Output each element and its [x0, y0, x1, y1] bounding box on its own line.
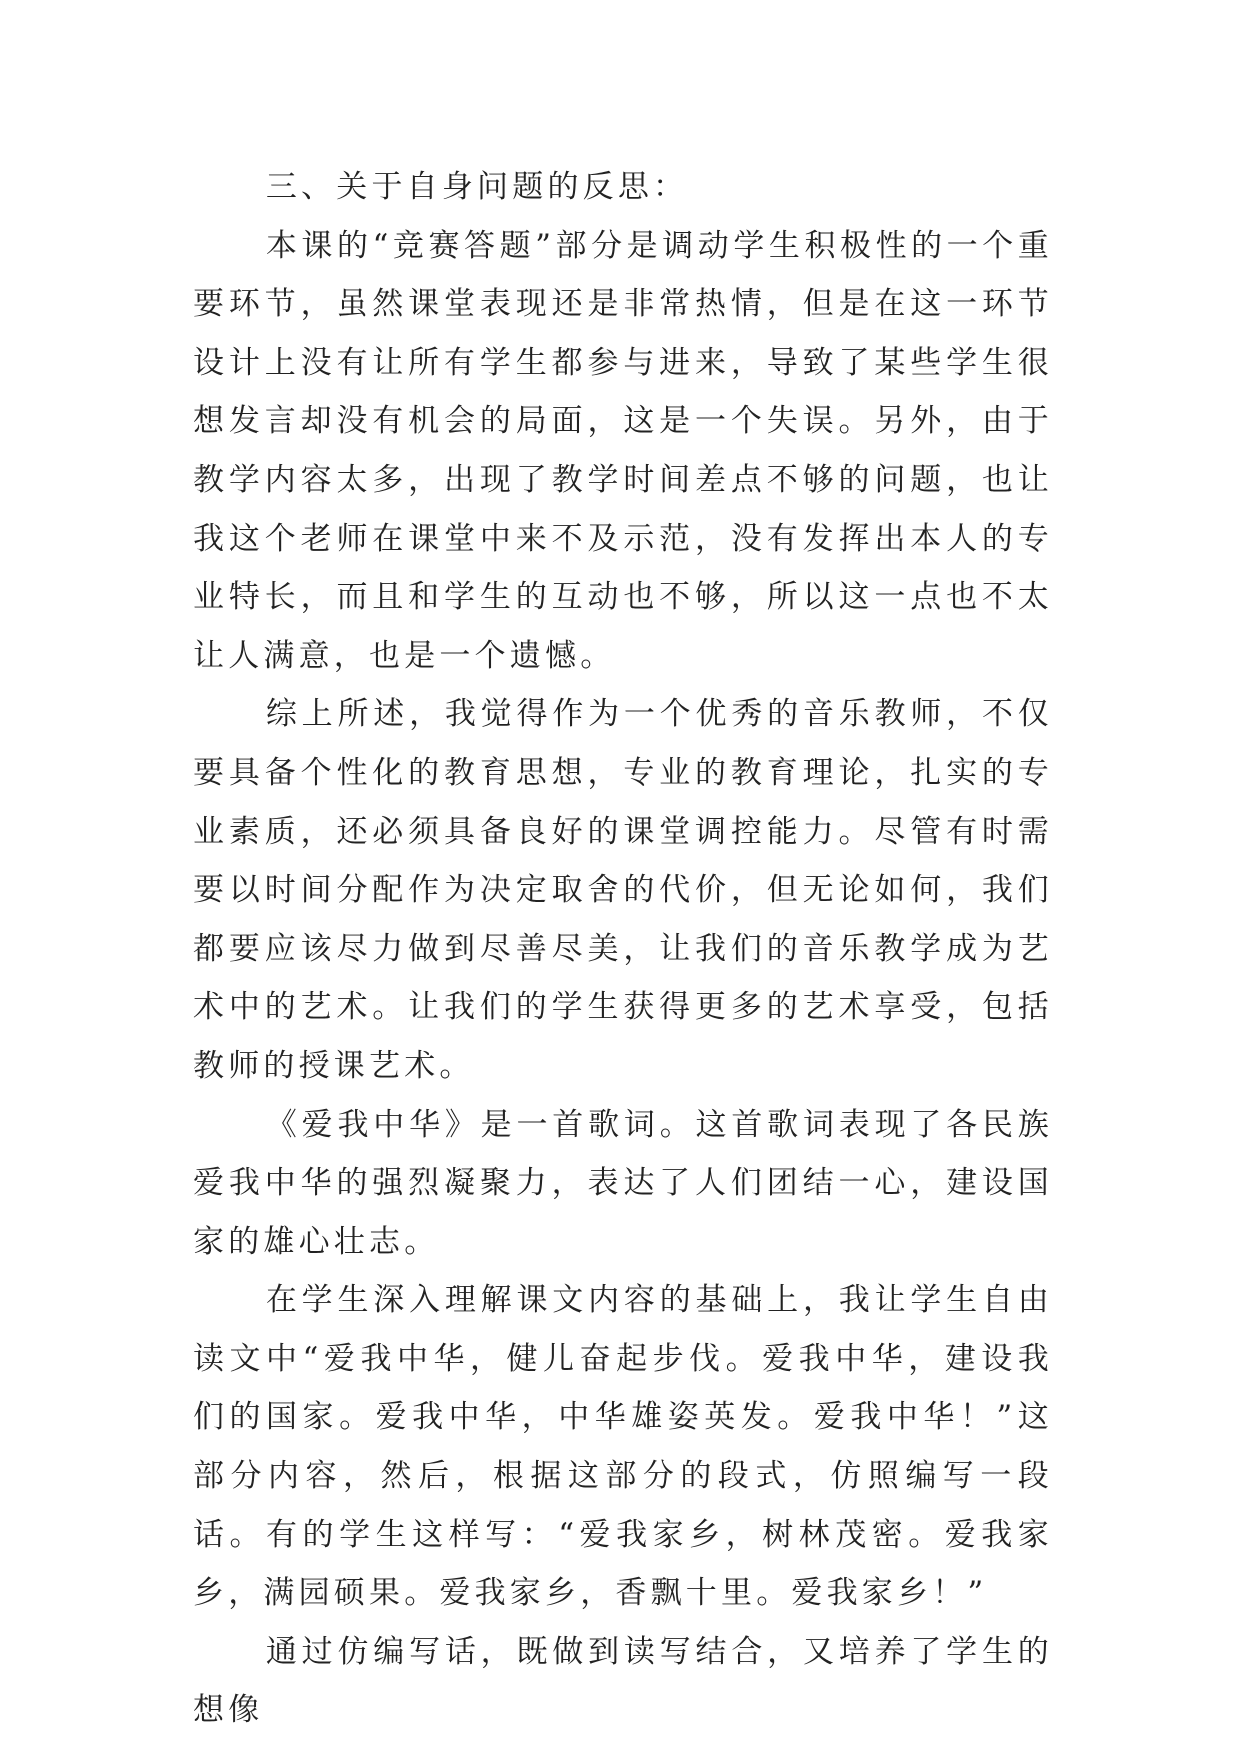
paragraph-writing-exercise: 在学生深入理解课文内容的基础上，我让学生自由读文中“爱我中华，健儿奋起步伐。爱我中华，建设我们的国家。爱我中华，中华雄姿英发。爱我中华！”这部分内容，然后，根据这部分的段式，仿照编写一段话。有的学生这样写：“爱我家乡，树林茂密。爱我家乡，满园硕果。爱我家乡，香飘十里。爱我家乡！” [193, 1282, 1053, 1612]
section-heading: 三、关于自身问题的反思： [265, 169, 689, 205]
paragraph-reflection: 本课的“竞赛答题”部分是调动学生积极性的一个重要环节，虽然课堂表现还是非常热情，但是在这一环节设计上没有让所有学生都参与进来，导致了某些学生很想发言却没有机会的局面，这是一个失误。另外，由于教学内容太多，出现了教学时间差点不够的问题，也让我这个老师在课堂中来不及示范，没有发挥出本人的专业特长，而且和学生的互动也不够，所以这一点也不太让人满意，也是一个遗憾。 [193, 227, 1053, 674]
paragraph-song-intro: 《爱我中华》是一首歌词。这首歌词表现了各民族爱我中华的强烈凝聚力，表达了人们团结一心，建设国家的雄心壮志。 [193, 1106, 1053, 1260]
paragraph-summary: 综上所述，我觉得作为一个优秀的音乐教师，不仅要具备个性化的教育思想，专业的教育理论，扎实的专业素质，还必须具备良好的课堂调控能力。尽管有时需要以时间分配作为决定取舍的代价，但无论如何，我们都要应该尽力做到尽善尽美，让我们的音乐教学成为艺术中的艺术。让我们的学生获得更多的艺术享受，包括教师的授课艺术。 [193, 696, 1053, 1084]
document-body [193, 158, 1053, 1740]
paragraph-conclusion: 通过仿编写话，既做到读写结合，又培养了学生的想像 [193, 1633, 1053, 1729]
